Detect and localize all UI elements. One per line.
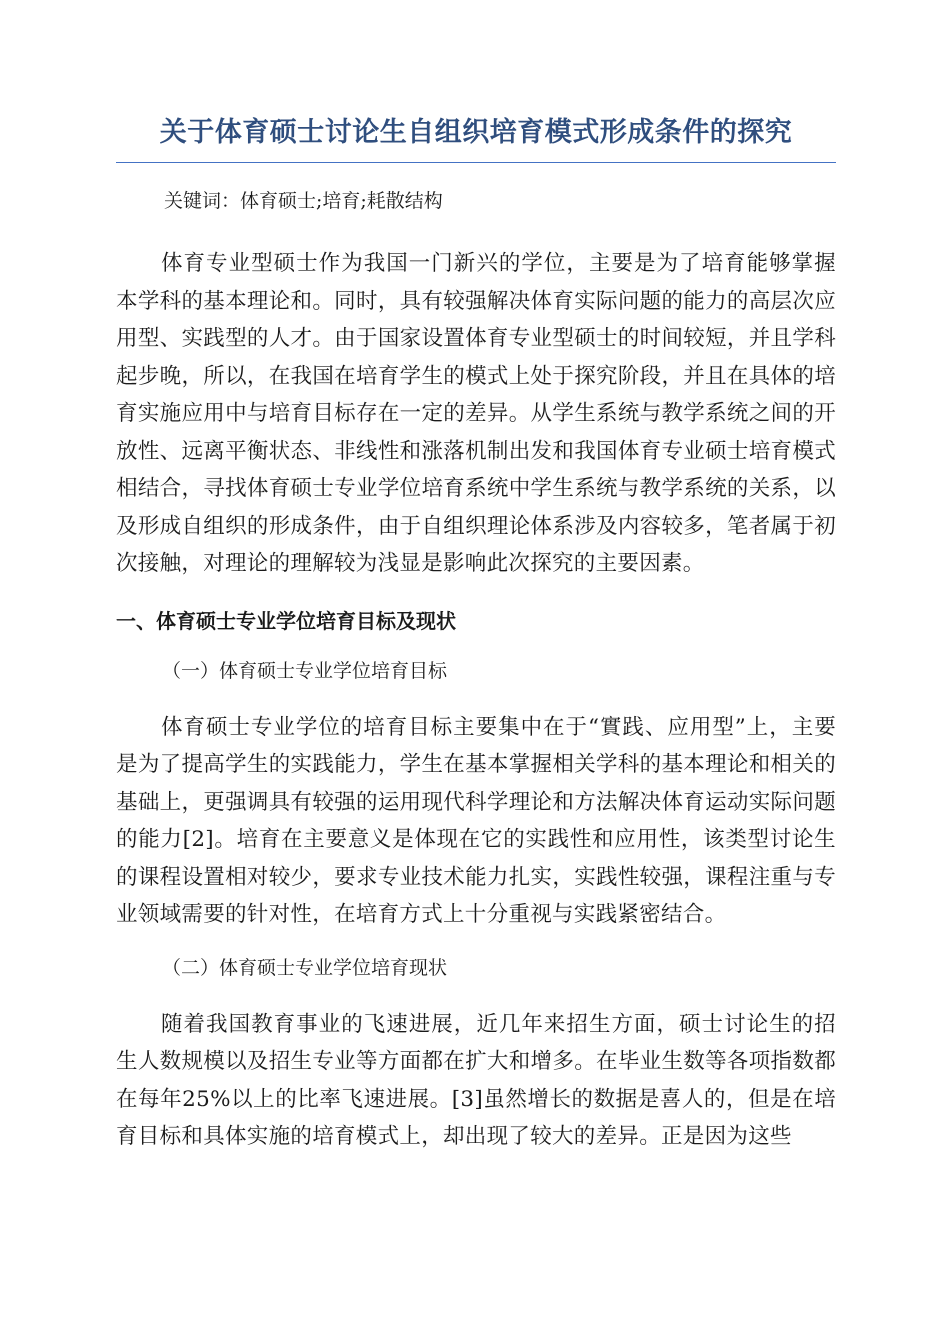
subheading-goals: （一）体育硕士专业学位培育目标: [162, 659, 448, 682]
keywords-line: 关键词：体育硕士;培育;耗散结构: [164, 190, 443, 212]
section-heading-1: 一、体育硕士专业学位培育目标及现状: [116, 608, 456, 633]
subheading-status: （二）体育硕士专业学位培育现状: [162, 956, 448, 979]
status-paragraph: 随着我国教育事业的飞速进展，近几年来招生方面，硕士讨论生的招生人数规模以及招生专业等方面都在扩大和增多。在毕业生数等各项指数都在每年25%以上的比率飞速进展。[3]虽然增长的数据是喜人的，但是在培育目标和具体实施的培育模式上，却出现了较大的差异。正是因为这些: [116, 1011, 836, 1149]
intro-paragraph: 体育专业型硕士作为我国一门新兴的学位，主要是为了培育能够掌握本学科的基本理论和。同时，具有较强解决体育实际问题的能力的高层次应用型、实践型的人才。由于国家设置体育专业型硕士的时间较短，并且学科起步晚，所以，在我国在培育学生的模式上处于探究阶段，并且在具体的培育实施应用中与培育目标存在一定的差异。从学生系统与教学系统之间的开放性、远离平衡状态、非线性和涨落机制出发和我国体育专业硕士培育模式相结合，寻找体育硕士专业学位培育系统中学生系统与教学系统的关系，以及形成自组织的形成条件，由于自组织理论体系涉及内容较多，笔者属于初次接触，对理论的理解较为浅显是影响此次探究的主要因素。: [116, 251, 836, 576]
goals-paragraph: 体育硕士专业学位的培育目标主要集中在于“實践、应用型”上，主要是为了提高学生的实践能力，学生在基本掌握相关学科的基本理论和相关的基础上，更强调具有较强的运用现代科学理论和方法解决体育运动实际问题的能力[2]。培育在主要意义是体现在它的实践性和应用性，该类型讨论生的课程设置相对较少，要求专业技术能力扎实，实践性较强，课程注重与专业领域需要的针对性，在培育方式上十分重视与实践紧密结合。: [116, 714, 836, 927]
document-page: [116, 108, 836, 1156]
document-title: 关于体育硕士讨论生自组织培育模式形成条件的探究: [116, 108, 836, 163]
